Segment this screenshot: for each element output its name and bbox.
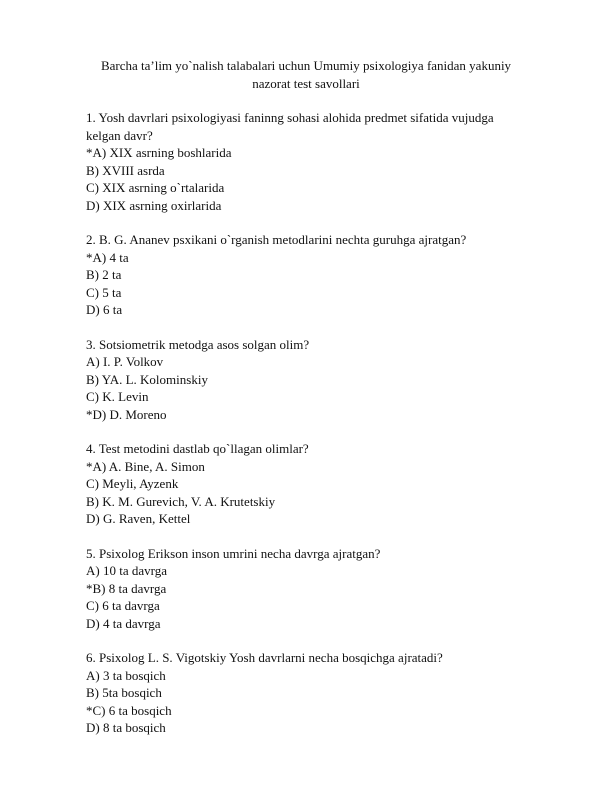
- question-5: [86, 545, 531, 633]
- answer-option: D) 4 ta davrga: [86, 615, 161, 631]
- question-4: [86, 440, 531, 528]
- answer-option: A) 10 ta davrga: [86, 563, 167, 578]
- answer-option: B) 5ta bosqich: [86, 685, 162, 700]
- answer-option: D) G. Raven, Kettel: [86, 511, 191, 526]
- document-title: Barcha ta’lim yo`nalish talabalari uchun Umumiy psixologiya fanidan yakuniy nazorat test savollari: [100, 58, 512, 91]
- answer-option: *D) D. Moreno: [86, 406, 167, 422]
- answer-option: *A) XIX asrning boshlarida: [86, 145, 232, 160]
- answer-option: *B) 8 ta davrga: [86, 580, 167, 596]
- question-text: 5. Psixolog Erikson inson umrini necha davrga ajratgan?: [86, 545, 381, 561]
- question-6: [86, 649, 531, 737]
- answer-option: C) Meyli, Ayzenk: [86, 476, 179, 491]
- question-text: 2. B. G. Ananev psxikani o`rganish metodlarini nechta guruhga ajratgan?: [86, 232, 467, 247]
- answer-option: *A) A. Bine, A. Simon: [86, 458, 205, 474]
- answer-option: D) 6 ta: [86, 302, 123, 317]
- question-text: 4. Test metodini dastlab qo`llagan olimlar?: [86, 441, 309, 456]
- answer-option: *A) 4 ta: [86, 249, 129, 265]
- answer-option: B) 2 ta: [86, 267, 122, 282]
- answer-option: B) YA. L. Kolominskiy: [86, 371, 208, 387]
- question-text: 3. Sotsiometrik metodga asos solgan olim?: [86, 336, 310, 352]
- answer-option: D) 8 ta bosqich: [86, 720, 166, 735]
- question-list: [86, 109, 531, 754]
- answer-option: A) 3 ta bosqich: [86, 667, 166, 683]
- answer-option: A) I. P. Volkov: [86, 354, 164, 369]
- answer-option: D) XIX asrning oxirlarida: [86, 197, 222, 213]
- question-text: 1. Yosh davrlari psixologiyasi faninng sohasi alohida predmet sifatida vujudga kelgan davr?: [86, 110, 494, 143]
- question-text: 6. Psixolog L. S. Vigotskiy Yosh davrlarni necha bosqichga ajratadi?: [86, 650, 443, 665]
- answer-option: C) XIX asrning o`rtalarida: [86, 180, 225, 195]
- answer-option: *C) 6 ta bosqich: [86, 702, 172, 718]
- answer-option: C) K. Levin: [86, 389, 149, 404]
- answer-option: C) 6 ta davrga: [86, 598, 160, 613]
- answer-option: C) 5 ta: [86, 284, 122, 300]
- question-2: [86, 231, 531, 319]
- answer-option: B) XVIII asrda: [86, 162, 165, 178]
- question-1: [86, 109, 531, 214]
- answer-option: B) K. M. Gurevich, V. A. Krutetskiy: [86, 493, 276, 509]
- question-3: [86, 336, 531, 424]
